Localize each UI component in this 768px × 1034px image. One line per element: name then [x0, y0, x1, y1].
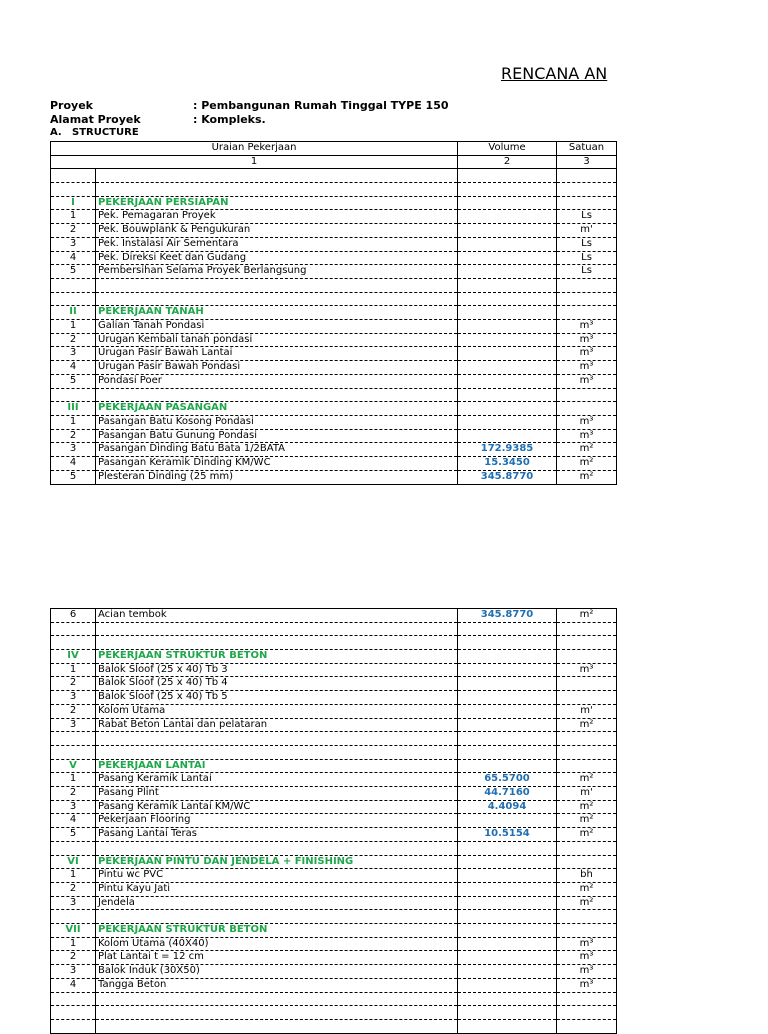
table-row [51, 691, 617, 705]
item-number: III [51, 402, 96, 416]
item-number: IV [51, 650, 96, 664]
table-row [51, 210, 617, 224]
item-number: 2 [51, 429, 96, 443]
item-unit: m³ [557, 965, 617, 979]
item-volume [458, 841, 557, 855]
item-description [96, 169, 458, 183]
item-number: 1 [51, 210, 96, 224]
section-label: STRUCTURE [72, 127, 139, 138]
item-unit: m³ [557, 937, 617, 951]
item-description [96, 279, 458, 293]
table-row [51, 169, 617, 183]
item-number: I [51, 196, 96, 210]
item-number [51, 1019, 96, 1033]
item-volume: 172.9385 [458, 443, 557, 457]
item-unit: m³ [557, 320, 617, 334]
item-unit [557, 1019, 617, 1033]
table-row [51, 333, 617, 347]
item-number: 3 [51, 800, 96, 814]
item-number: 3 [51, 443, 96, 457]
item-number [51, 992, 96, 1006]
item-unit [557, 992, 617, 1006]
item-unit: m² [557, 800, 617, 814]
item-unit: bh [557, 869, 617, 883]
item-volume [458, 237, 557, 251]
item-unit [557, 196, 617, 210]
section-row [51, 402, 617, 416]
section-row [51, 306, 617, 320]
header-col-3: 3 [557, 155, 617, 169]
item-unit: m' [557, 224, 617, 238]
table-row [51, 183, 617, 197]
item-description: Pek. Bouwplank & Pengukuran [96, 224, 458, 238]
item-description [96, 732, 458, 746]
item-unit [557, 759, 617, 773]
item-volume [458, 691, 557, 705]
item-volume [458, 992, 557, 1006]
item-number: 4 [51, 361, 96, 375]
item-number: 1 [51, 937, 96, 951]
item-number: II [51, 306, 96, 320]
item-unit [557, 910, 617, 924]
item-unit: m³ [557, 415, 617, 429]
table-row [51, 1019, 617, 1033]
item-volume [458, 251, 557, 265]
item-description [96, 910, 458, 924]
item-unit: m³ [557, 951, 617, 965]
item-unit: m' [557, 704, 617, 718]
item-description [96, 1006, 458, 1020]
item-description: PEKERJAAN LANTAI [96, 759, 458, 773]
item-volume [458, 169, 557, 183]
item-description: Tangga Beton [96, 978, 458, 992]
table-row [51, 992, 617, 1006]
item-number: VII [51, 924, 96, 938]
item-volume [458, 210, 557, 224]
table-row [51, 869, 617, 883]
item-number [51, 910, 96, 924]
item-number: 2 [51, 704, 96, 718]
item-description: Balok Sloof (25 x 40) Tb 5 [96, 691, 458, 705]
item-description: Plesteran Dinding (25 mm) [96, 470, 458, 484]
item-number: 1 [51, 663, 96, 677]
table-row [51, 609, 617, 623]
item-volume [458, 704, 557, 718]
section-row [51, 196, 617, 210]
item-unit: m' [557, 787, 617, 801]
item-unit: m² [557, 718, 617, 732]
header-col-2: 2 [458, 155, 557, 169]
header-col-1: 1 [51, 155, 458, 169]
item-number: 1 [51, 415, 96, 429]
item-description: PEKERJAAN TANAH [96, 306, 458, 320]
header-row [51, 142, 617, 156]
item-unit [557, 855, 617, 869]
item-description: Pek. Pemagaran Proyek [96, 210, 458, 224]
item-description: Pasang Keramik Lantai KM/WC [96, 800, 458, 814]
item-description: Pasangan Batu Kosong Pondasi [96, 415, 458, 429]
item-unit: m² [557, 457, 617, 471]
table-row [51, 882, 617, 896]
table-row [51, 347, 617, 361]
project-value: : Pembangunan Rumah Tinggal TYPE 150 [193, 99, 449, 112]
item-volume [458, 333, 557, 347]
item-unit: Ls [557, 265, 617, 279]
table-row [51, 814, 617, 828]
item-unit [557, 388, 617, 402]
table-row [51, 951, 617, 965]
item-unit [557, 306, 617, 320]
item-number [51, 732, 96, 746]
document-title: RENCANA AN [501, 64, 608, 83]
table-row [51, 787, 617, 801]
item-description: PEKERJAAN STRUKTUR BETON [96, 650, 458, 664]
item-description: Pasangan Batu Gunung Pondasi [96, 429, 458, 443]
item-description: PEKERJAAN STRUKTUR BETON [96, 924, 458, 938]
item-unit [557, 279, 617, 293]
item-number [51, 388, 96, 402]
item-volume: 345.8770 [458, 470, 557, 484]
item-description: Urugan Pasir Bawah Lantai [96, 347, 458, 361]
item-description [96, 1019, 458, 1033]
item-description: Urugan Kembali tanah pondasi [96, 333, 458, 347]
address-label: Alamat Proyek [50, 113, 141, 126]
header-uraian: Uraian Pekerjaan [51, 142, 458, 156]
table-row [51, 251, 617, 265]
table-row [51, 429, 617, 443]
item-number: 3 [51, 896, 96, 910]
item-description: Pembersihan Selama Proyek Berlangsung [96, 265, 458, 279]
item-description [96, 388, 458, 402]
item-volume [458, 814, 557, 828]
table-row [51, 978, 617, 992]
item-number [51, 169, 96, 183]
item-volume [458, 1006, 557, 1020]
item-volume [458, 759, 557, 773]
item-number [51, 1006, 96, 1020]
table-row [51, 704, 617, 718]
item-volume [458, 745, 557, 759]
item-description: Pasangan Keramik Dinding KM/WC [96, 457, 458, 471]
section-row [51, 924, 617, 938]
table-row [51, 773, 617, 787]
item-volume [458, 429, 557, 443]
item-description: Urugan Pasir Bawah Pondasi [96, 361, 458, 375]
table-row [51, 828, 617, 842]
item-volume: 4.4094 [458, 800, 557, 814]
project-line [50, 99, 449, 112]
item-unit: m³ [557, 374, 617, 388]
item-number [51, 292, 96, 306]
item-description: Balok Induk (30X50) [96, 965, 458, 979]
table-row [51, 745, 617, 759]
item-volume [458, 636, 557, 650]
item-volume [458, 718, 557, 732]
item-description [96, 745, 458, 759]
item-volume [458, 910, 557, 924]
item-description: Pintu wc PVC [96, 869, 458, 883]
item-volume [458, 978, 557, 992]
item-description: PEKERJAAN PINTU DAN JENDELA + FINISHING [96, 855, 458, 869]
item-unit: Ls [557, 251, 617, 265]
table-row [51, 732, 617, 746]
item-unit: m² [557, 609, 617, 623]
item-number: 2 [51, 882, 96, 896]
item-volume [458, 279, 557, 293]
rab-table-part-2 [50, 608, 617, 1034]
item-number: 2 [51, 224, 96, 238]
item-description [96, 622, 458, 636]
item-volume [458, 965, 557, 979]
item-number: 5 [51, 470, 96, 484]
item-number: VI [51, 855, 96, 869]
item-number: 2 [51, 677, 96, 691]
item-description: Pintu Kayu Jati [96, 882, 458, 896]
item-description [96, 183, 458, 197]
table-row [51, 265, 617, 279]
item-volume [458, 855, 557, 869]
item-unit: m³ [557, 978, 617, 992]
project-label: Proyek [50, 99, 93, 112]
item-volume [458, 663, 557, 677]
item-number: 3 [51, 718, 96, 732]
item-description: Pek. Instalasi Air Sementara [96, 237, 458, 251]
item-number: 3 [51, 691, 96, 705]
item-number [51, 279, 96, 293]
table-row [51, 841, 617, 855]
item-number: V [51, 759, 96, 773]
item-number: 2 [51, 333, 96, 347]
item-unit: m³ [557, 333, 617, 347]
item-description: Jendela [96, 896, 458, 910]
table-row [51, 937, 617, 951]
item-volume [458, 347, 557, 361]
item-description [96, 992, 458, 1006]
item-unit [557, 677, 617, 691]
section-heading [50, 127, 139, 138]
table-row [51, 361, 617, 375]
table-row [51, 896, 617, 910]
item-description: Balok Sloof (25 x 40) Tb 3 [96, 663, 458, 677]
item-description: Galian Tanah Pondasi [96, 320, 458, 334]
table-row [51, 636, 617, 650]
item-unit: Ls [557, 237, 617, 251]
item-volume [458, 951, 557, 965]
item-number: 3 [51, 965, 96, 979]
section-row [51, 855, 617, 869]
item-volume [458, 402, 557, 416]
item-description: Acian tembok [96, 609, 458, 623]
item-description: Kolom Utama (40X40) [96, 937, 458, 951]
item-description [96, 841, 458, 855]
item-unit: m² [557, 773, 617, 787]
item-volume [458, 196, 557, 210]
item-unit [557, 650, 617, 664]
item-volume [458, 677, 557, 691]
item-unit [557, 924, 617, 938]
item-unit: m³ [557, 663, 617, 677]
item-description: Balok Sloof (25 x 40) Tb 4 [96, 677, 458, 691]
item-unit: Ls [557, 210, 617, 224]
item-number: 4 [51, 457, 96, 471]
item-unit [557, 636, 617, 650]
table-row [51, 677, 617, 691]
item-volume [458, 869, 557, 883]
item-number: 2 [51, 787, 96, 801]
header-number-row [51, 155, 617, 169]
item-volume [458, 361, 557, 375]
item-unit [557, 169, 617, 183]
item-number: 1 [51, 773, 96, 787]
section-row [51, 650, 617, 664]
item-volume: 44.7160 [458, 787, 557, 801]
item-number: 5 [51, 265, 96, 279]
item-volume [458, 622, 557, 636]
item-unit [557, 841, 617, 855]
section-row [51, 759, 617, 773]
item-unit: m² [557, 443, 617, 457]
item-description: Pek. Direksi Keet dan Gudang [96, 251, 458, 265]
item-volume [458, 292, 557, 306]
item-description: PEKERJAAN PASANGAN [96, 402, 458, 416]
item-number: 1 [51, 869, 96, 883]
table-body-1 [51, 169, 617, 484]
table-row [51, 320, 617, 334]
item-volume [458, 1019, 557, 1033]
item-number: 3 [51, 347, 96, 361]
item-description: Pekerjaan Flooring [96, 814, 458, 828]
item-volume [458, 415, 557, 429]
table-row [51, 800, 617, 814]
item-unit: m² [557, 814, 617, 828]
item-description: PEKERJAAN PERSIAPAN [96, 196, 458, 210]
table-row [51, 415, 617, 429]
item-unit [557, 622, 617, 636]
item-volume [458, 224, 557, 238]
item-number [51, 622, 96, 636]
table-row [51, 292, 617, 306]
item-number: 4 [51, 251, 96, 265]
item-volume [458, 265, 557, 279]
item-number [51, 745, 96, 759]
item-unit [557, 402, 617, 416]
item-unit: m² [557, 470, 617, 484]
item-number: 4 [51, 978, 96, 992]
item-volume [458, 937, 557, 951]
table-row [51, 443, 617, 457]
section-number: A. [50, 127, 62, 138]
item-volume [458, 896, 557, 910]
table-row [51, 965, 617, 979]
item-description: Pondasi Poer [96, 374, 458, 388]
item-unit [557, 1006, 617, 1020]
item-number: 3 [51, 237, 96, 251]
item-number: 5 [51, 828, 96, 842]
table-row [51, 237, 617, 251]
item-volume: 65.5700 [458, 773, 557, 787]
item-unit: m² [557, 882, 617, 896]
item-description [96, 636, 458, 650]
item-volume [458, 732, 557, 746]
item-volume [458, 306, 557, 320]
header-satuan: Satuan [557, 142, 617, 156]
table-row [51, 910, 617, 924]
item-number: 5 [51, 374, 96, 388]
item-volume: 345.8770 [458, 609, 557, 623]
item-volume [458, 374, 557, 388]
item-unit: m³ [557, 361, 617, 375]
item-volume: 15.3450 [458, 457, 557, 471]
item-description: Pasang Lantai Teras [96, 828, 458, 842]
item-unit [557, 691, 617, 705]
item-description: Plat Lantai t = 12 cm [96, 951, 458, 965]
header-volume: Volume [458, 142, 557, 156]
table-row [51, 718, 617, 732]
item-unit: m² [557, 896, 617, 910]
item-unit [557, 732, 617, 746]
item-volume [458, 650, 557, 664]
item-volume [458, 183, 557, 197]
item-volume [458, 388, 557, 402]
table-row [51, 663, 617, 677]
table-row [51, 457, 617, 471]
item-volume [458, 882, 557, 896]
table-row [51, 622, 617, 636]
address-line [50, 113, 266, 126]
address-value: : Kompleks. [193, 113, 266, 126]
table-body-2 [51, 609, 617, 1034]
item-number [51, 636, 96, 650]
item-description: Pasang Keramik Lantai [96, 773, 458, 787]
item-description: Pasang Plint [96, 787, 458, 801]
item-description: Kolom Utama [96, 704, 458, 718]
item-unit [557, 745, 617, 759]
table-row [51, 470, 617, 484]
table-row [51, 374, 617, 388]
item-number: 4 [51, 814, 96, 828]
item-volume: 10.5154 [458, 828, 557, 842]
item-description: Rabat Beton Lantai dan pelataran [96, 718, 458, 732]
item-description [96, 292, 458, 306]
table-row [51, 224, 617, 238]
item-unit [557, 183, 617, 197]
item-number: 6 [51, 609, 96, 623]
item-volume [458, 320, 557, 334]
item-number: 1 [51, 320, 96, 334]
item-unit [557, 292, 617, 306]
table-row [51, 1006, 617, 1020]
item-volume [458, 924, 557, 938]
item-unit: m³ [557, 347, 617, 361]
item-unit: m³ [557, 429, 617, 443]
item-unit: m² [557, 828, 617, 842]
item-description: Pasangan Dinding Batu Bata 1/2BATA [96, 443, 458, 457]
item-number [51, 183, 96, 197]
item-number [51, 841, 96, 855]
item-number: 2 [51, 951, 96, 965]
rab-table-part-1 [50, 141, 617, 485]
table-row [51, 279, 617, 293]
table-row [51, 388, 617, 402]
